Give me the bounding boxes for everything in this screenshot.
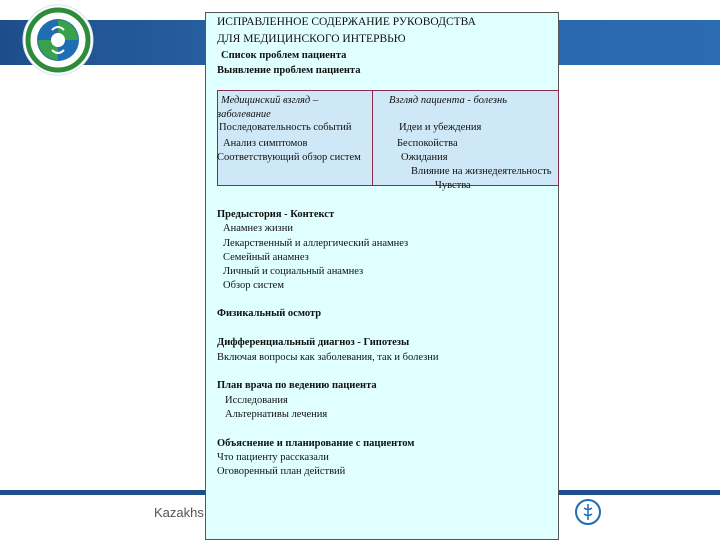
patient-view-item: Ожидания [401,152,448,163]
history-item: Анамнез жизни [223,223,293,234]
patient-view-heading: Взгляд пациента - болезнь [389,95,508,106]
exam-heading: Физикальный осмотр [217,308,322,319]
history-item: Семейный анамнез [223,252,309,263]
history-item: Лекарственный и аллергический анамнез [223,238,409,249]
medical-view-heading-line1: Медицинский взгляд – [221,95,319,106]
history-item: Обзор систем [223,280,284,291]
differential-heading: Дифференциальный диагноз - Гипотезы [217,337,410,348]
intro-line1: Список проблем пациента [221,50,347,61]
medical-view-heading-line2: заболевание [217,109,271,120]
history-item: Личный и социальный анамнез [223,266,364,277]
document-title-line2: ДЛЯ МЕДИЦИНСКОГО ИНТЕРВЬЮ [217,33,406,45]
explanation-item: Что пациенту рассказали [217,452,329,463]
plan-item: Альтернативы лечения [225,409,328,420]
explanation-heading: Объяснение и планирование с пациентом [217,438,415,449]
patient-view-item: Чувства [435,180,471,191]
history-heading: Предыстория - Контекст [217,209,335,220]
plan-heading: План врача по ведению пациента [217,380,377,391]
university-logo-icon [22,4,94,76]
patient-view-item: Идеи и убеждения [399,122,482,133]
footer-left-text: Kazakhs [154,505,204,520]
medical-view-item: Соответствующий обзор систем [217,152,361,163]
medical-view-item: Последовательность событий [219,122,352,133]
patient-view-item: Беспокойства [397,138,458,149]
explanation-item: Оговоренный план действий [217,466,346,477]
document-title-line1: ИСПРАВЛЕННОЕ СОДЕРЖАНИЕ РУКОВОДСТВА [217,16,476,28]
medical-view-item: Анализ симптомов [223,138,308,149]
differential-text: Включая вопросы как заболевания, так и болезни [217,352,439,363]
patient-view-item: Влияние на жизнедеятельность [411,166,552,177]
intro-line2: Выявление проблем пациента [217,65,361,76]
footer-emblem-icon [574,498,602,526]
plan-item: Исследования [225,395,288,406]
